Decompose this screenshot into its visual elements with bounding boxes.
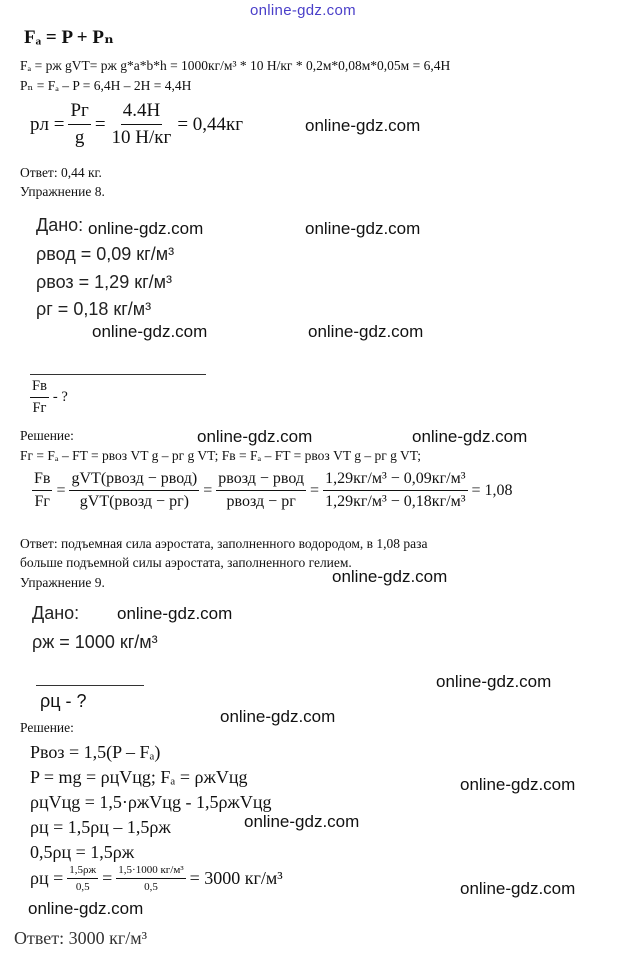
watermark: online-gdz.com: [88, 219, 204, 238]
ex8-big-f2: [216, 470, 306, 511]
ex9-s3: ρцVцg = 1,5·ρжVцg - 1,5ρжVцg: [30, 792, 272, 812]
ex9-s6-f2-den: 0,5: [144, 881, 158, 893]
ex9-s6-f1-den: 0,5: [75, 881, 90, 893]
ex8-big-lhs-den: Fг: [34, 493, 50, 510]
ex7-line1: Fₐ = pж gVT= pж g*a*b*h = 1000кг/м³ * 10 Н/кг * 0,2м*0,08м*0,05м = 6,4Н: [20, 58, 451, 73]
ex7-frac2-num: 4.4Н: [121, 100, 162, 125]
given-divider: [36, 685, 144, 686]
ex8-big-lhs-num: Fв: [32, 470, 52, 491]
ex8-title: Упражнение 8.: [20, 184, 105, 199]
watermark: online-gdz.com: [305, 116, 421, 135]
ex8-big-equation: [20, 470, 513, 511]
given-divider: [30, 374, 206, 375]
formula-head: Fₐ = P + Pₙ: [24, 27, 114, 48]
ex7-frac2-den: 10 Н/кг: [111, 127, 172, 148]
ex9-s6-lhs: ρц =: [30, 868, 64, 888]
ex7-fraction: [30, 100, 243, 149]
ex8-eq2: =: [203, 481, 213, 499]
ex7-frac1-den: g: [74, 127, 85, 148]
ex7-eq: =: [94, 113, 106, 135]
ex7-frac-result: = 0,44кг: [177, 113, 244, 135]
ex9-s1: Pвоз = 1,5(P – Fₐ): [30, 742, 161, 762]
ex8-given1: ρвод = 0,09 кг/м³: [36, 244, 175, 264]
watermark: online-gdz.com: [308, 322, 424, 341]
ex9-s6-f1: [67, 864, 98, 893]
ex8-given3: ρг = 0,18 кг/м³: [36, 299, 152, 319]
ex7-frac-lhs: pл =: [30, 113, 65, 135]
ex9-answer: Ответ: 3000 кг/м³: [14, 928, 148, 948]
watermark: online-gdz.com: [460, 775, 576, 794]
watermark: online-gdz.com: [460, 879, 576, 898]
ex7-frac2: [110, 100, 174, 149]
ex9-s6-eq: =: [102, 868, 113, 888]
ex8-solution-label: Решение:: [20, 428, 74, 443]
ex9-s6-f2-num: 1,5·1000 кг/м³: [116, 864, 185, 879]
ex9-title: Упражнение 9.: [20, 575, 105, 590]
ex9-s6-f1-num: 1,5ρж: [67, 864, 98, 879]
ex8-find: [30, 378, 68, 417]
ex8-given-label: Дано:: [36, 215, 84, 235]
watermark: online-gdz.com: [436, 672, 552, 691]
ex8-big-f1-den: gVT(pвозд − pг): [79, 493, 189, 510]
watermark: online-gdz.com: [305, 219, 421, 238]
top-watermark: online-gdz.com: [250, 2, 356, 19]
ex9-s2: P = mg = ρцVцg; Fₐ = ρжVцg: [30, 767, 248, 787]
ex8-big-f3-num: 1,29кг/м³ − 0,09кг/м³: [323, 470, 467, 491]
ex8-big-f1-num: gVT(pвозд − pвод): [69, 470, 199, 491]
watermark: online-gdz.com: [28, 899, 144, 918]
ex8-eq3: =: [310, 481, 320, 499]
ex9-s6: [30, 864, 283, 893]
ex8-answer-line1: Ответ: подъемная сила аэростата, заполненного водородом, в 1,08 раза: [20, 536, 428, 551]
watermark: online-gdz.com: [220, 707, 336, 726]
ex7-frac1-num: Pг: [68, 100, 90, 125]
ex8-big-f2-den: pвозд − pг: [226, 493, 296, 510]
ex8-solution-line: Fг = Fₐ – FT = pвоз VT g – pг g VT; Fв = Fₐ – FT = pвоз VT g – pг g VT;: [20, 448, 421, 463]
ex7-frac1: [68, 100, 90, 149]
watermark: online-gdz.com: [92, 322, 208, 341]
watermark: online-gdz.com: [244, 812, 360, 831]
ex7-line2: Pₙ = Fₐ – P = 6,4Н – 2Н = 4,4Н: [20, 78, 192, 93]
ex7-answer: Ответ: 0,44 кг.: [20, 165, 102, 180]
watermark: online-gdz.com: [117, 604, 233, 623]
ex8-big-f1: [69, 470, 199, 511]
ex8-big-f2-num: pвозд − pвод: [216, 470, 306, 491]
ex9-s4: ρц = 1,5ρц – 1,5ρж: [30, 817, 171, 837]
ex8-big-result: = 1,08: [471, 481, 513, 499]
ex8-find-num: Fв: [30, 378, 49, 398]
ex8-big-lhs: [32, 470, 52, 511]
ex8-find-den: Fг: [32, 400, 47, 416]
ex8-eq1: =: [56, 481, 66, 499]
ex9-given-label: Дано:: [32, 603, 80, 623]
watermark: online-gdz.com: [197, 427, 313, 446]
ex8-answer-line2: больше подъемной силы аэростата, заполненного гелием.: [20, 555, 352, 570]
watermark: online-gdz.com: [332, 567, 448, 586]
ex9-s6-f2: [116, 864, 185, 893]
ex8-find-frac: [30, 378, 49, 417]
watermark: online-gdz.com: [412, 427, 528, 446]
ex8-given2: ρвоз = 1,29 кг/м³: [36, 272, 173, 292]
ex9-solution-label: Решение:: [20, 720, 74, 735]
ex8-find-q: - ?: [52, 389, 68, 405]
ex9-s6-result: = 3000 кг/м³: [189, 868, 283, 888]
ex9-find: ρц - ?: [40, 691, 87, 711]
ex8-big-f3-den: 1,29кг/м³ − 0,18кг/м³: [325, 493, 466, 510]
ex8-big-f3: [323, 470, 467, 511]
ex9-s5: 0,5ρц = 1,5ρж: [30, 842, 135, 862]
ex9-given1: ρж = 1000 кг/м³: [32, 632, 158, 652]
